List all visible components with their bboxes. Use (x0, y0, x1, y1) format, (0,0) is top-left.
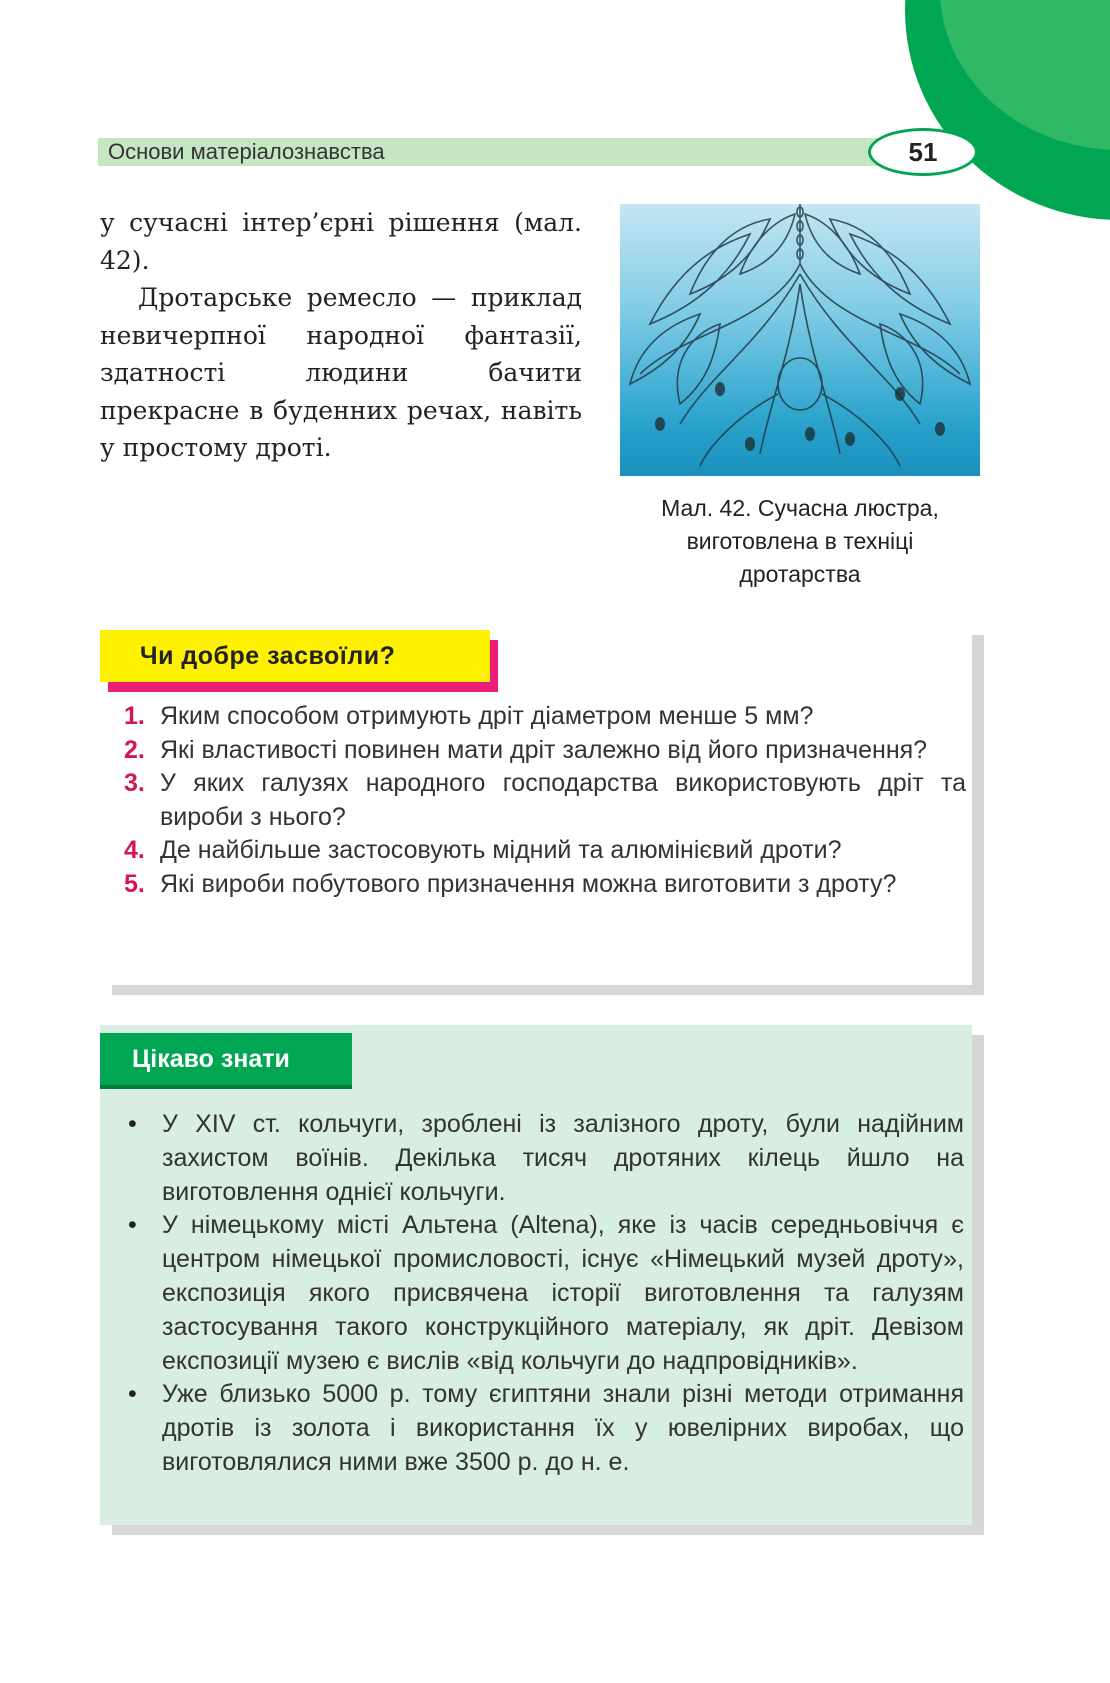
page-number-badge (868, 128, 978, 176)
fact-item (124, 1108, 964, 1209)
question-text: Яким способом отримують дріт діаметром менше 5 мм? (160, 702, 814, 730)
bullet-icon: • (128, 1110, 137, 1138)
question-text: Які вироби побутового призначення можна виготовити з дроту? (160, 869, 897, 898)
question-number: 1. (124, 702, 145, 730)
page-number: 51 (908, 136, 938, 167)
question-text: Які властивості повинен мати дріт залежно від його призначення? (160, 735, 928, 764)
quiz-question (118, 868, 966, 902)
caption-line: дротарства (739, 561, 861, 587)
quiz-question (118, 834, 966, 868)
fact-item (124, 1378, 964, 1479)
bullet-icon: • (128, 1211, 137, 1240)
fact-text: Уже близько 5000 р. тому єгиптяни знали різні методи отримання дротів із золота і використання їх у ювелірних виробах, що виготовлялися ними вже 3500 р. до н. е. (162, 1380, 964, 1476)
paragraph-2: Дротарське ремесло — приклад невичерпної народної фантазії, здатності людини бачити прекрасне в буденних речах, навіть у простому дроті. (100, 283, 582, 462)
quiz-question (118, 734, 966, 768)
chandelier-illustration (620, 204, 980, 476)
bullet-icon: • (128, 1380, 137, 1409)
quiz-title: Чи добре засвоїли? (100, 630, 490, 682)
question-number: 2. (124, 735, 145, 764)
question-number: 4. (124, 836, 145, 864)
chandelier-photo (620, 204, 980, 476)
paragraph-1: у сучасні інтер’єрні рішення (мал. 42). (100, 208, 582, 275)
caption-line: Мал. 42. Сучасна люстра, (661, 495, 939, 521)
fact-text: У XIV ст. кольчуги, зроблені із залізного дроту, були надійним захистом воїнів. Декілька тисяч дротяних кілець йшло на виготовлення однієї кольчуги. (162, 1110, 964, 1206)
fact-text: У німецькому місті Альтена (Altena), яке із часів середньовіччя є центром німецької промисловості, існує «Німецький музей дроту», експозиція якого присвячена історії виготовлення та галузям застосування такого конструкційного матеріалу, як дріт. Девізом експозиції музею є вислів «від кольчуги до надпровідників». (162, 1211, 964, 1375)
quiz-questions (118, 700, 966, 901)
caption-line: виготовлена в техніці (686, 528, 914, 554)
facts-title-edge (100, 1085, 352, 1089)
body-text (100, 204, 582, 467)
quiz-question (118, 700, 966, 734)
facts-title: Цікаво знати (100, 1033, 352, 1085)
fact-item (124, 1209, 964, 1378)
quiz-question (118, 767, 966, 834)
question-text: Де найбільше застосовують мідний та алюмінієвий дроти? (160, 836, 842, 864)
question-number: 3. (124, 769, 145, 797)
question-text: У яких галузях народного господарства використовують дріт та вироби з нього? (160, 769, 966, 831)
figure-caption (620, 492, 980, 591)
question-number: 5. (124, 869, 145, 898)
facts-list (124, 1108, 964, 1480)
section-title: Основи матеріалознавства (108, 139, 385, 164)
